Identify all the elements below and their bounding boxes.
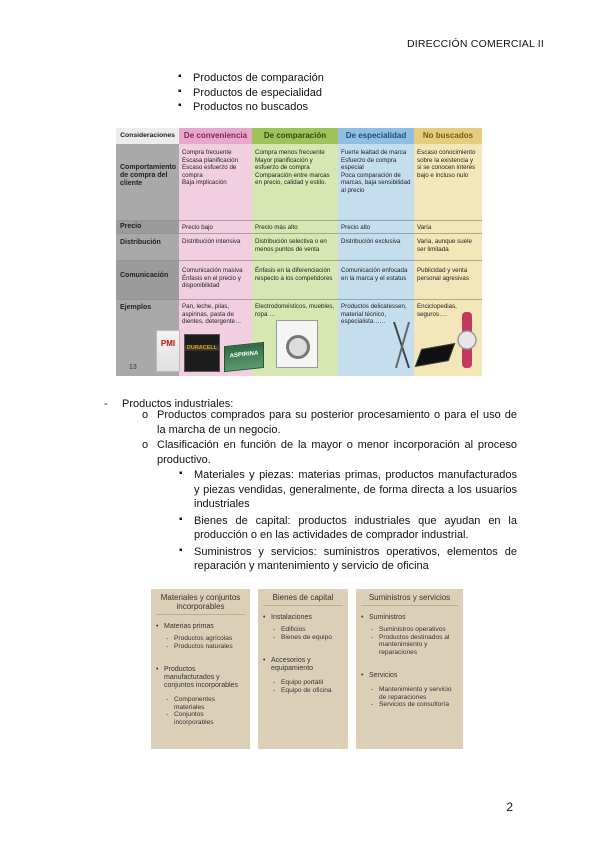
table-cell: Comunicación enfocada en la marca y el estatus [341, 267, 408, 282]
table-cell: Enciclopedias, seguros…. [417, 303, 457, 318]
row-label-comportamiento: Comportamiento de compra del cliente [120, 164, 176, 187]
group-item: - Componentes materiales [156, 696, 245, 711]
table-cell: Varía [417, 224, 432, 231]
box-title: Bienes de capital [263, 593, 343, 606]
group-item: - Bienes de equipo [263, 634, 343, 642]
box-title: Suministros y servicios [361, 593, 458, 606]
group-name: • Suministros [361, 614, 458, 622]
battery-pack-image [184, 334, 220, 372]
washing-machine-image [276, 320, 318, 368]
table-cell: Fuerte lealtad de marca Esfuerzo de compra especial Poca comparación de marcas, baja sensibilidad al precio [341, 149, 411, 194]
row-label-ejemplos: Ejemplos [120, 304, 152, 311]
sub-item: Productos comprados para su posterior procesamiento o para el uso de la marcha de un negocio. [157, 409, 517, 436]
product-label: PMI [160, 339, 176, 348]
page-number: 2 [506, 800, 513, 814]
row-label-comunicacion: Comunicación [120, 272, 169, 279]
group-item: - Servicios de consultoría [361, 701, 458, 709]
group-name: • Materias primas [156, 623, 245, 631]
milk-carton-image [156, 330, 180, 372]
slide-number: 13 [129, 364, 137, 371]
watch-image [456, 312, 478, 368]
list-item: ▪ Productos no buscados [176, 100, 324, 115]
box-suministros [356, 589, 463, 749]
table-cell: Escaso conocimiento sobre la existencia y si se conocen interés bajo e incluso nulo [417, 149, 476, 179]
header-conveniencia: De conveniencia [179, 128, 252, 144]
group-item: - Edificios [263, 626, 343, 634]
group-name: • Productos manufacturados y conjuntos incorporables [156, 666, 245, 690]
table-cell: Compra menos frecuente Mayor planificación y esfuerzo de compra Comparación entre marcas en precio, calidad y estilo. [255, 149, 330, 187]
aspirin-box-image [224, 342, 264, 372]
table-cell: Distribución selectiva o en menos puntos de venta [255, 238, 327, 253]
table-cell: Electrodomésticos, muebles, ropa … [255, 303, 335, 318]
industrial-category-list [177, 468, 517, 574]
table-cell: Compra frecuente Escasa planificación Escaso esfuerzo de compra Baja implicación [182, 149, 239, 187]
list-item: ▪ Productos de comparación [176, 71, 324, 86]
table-cell: Énfasis en la diferenciación respecto a los competidores [255, 267, 333, 282]
ski-poles-image [391, 320, 413, 370]
table-cell: Varía, aunque suele ser limitada [417, 238, 472, 253]
group-item: - Productos destinados al mantenimiento y reparaciones [361, 634, 458, 657]
group-item: - Conjuntos incorporables [156, 711, 245, 726]
product-label: ASPIRINA [229, 350, 259, 360]
group-item: - Productos agrícolas [156, 635, 245, 643]
industrial-products-diagram [151, 589, 463, 749]
group-item: - Equipo portátil [263, 679, 343, 687]
table-cell: Precio bajo [182, 224, 213, 231]
table-cell: Productos delicatessen, material técnico, especialista…… [341, 303, 407, 326]
table-cell: Precio más alto [255, 224, 298, 231]
header-no-buscados: No buscados [414, 128, 482, 144]
group-name: • Instalaciones [263, 614, 343, 622]
product-type-list [176, 71, 324, 115]
table-cell: Precio alto [341, 224, 371, 231]
list-item: ▪ Productos de especialidad [176, 86, 324, 101]
group-item: - Equipo de oficina [263, 687, 343, 695]
group-name: • Servicios [361, 672, 458, 680]
box-title: Materiales y conjuntos incorporables [156, 593, 245, 615]
consumer-products-table [116, 128, 482, 376]
row-label-distribucion: Distribución [120, 239, 161, 246]
corner-header: Consideraciones [116, 128, 179, 144]
box-materiales [151, 589, 250, 749]
table-cell: Distribución intensiva [182, 238, 241, 245]
sub-list: o Productos comprados para su posterior procesamiento o para el uso de la marcha de un negocio. o Clasificación en función de la mayor o menor incorporación al proceso productivo. [142, 409, 517, 466]
running-header: DIRECCIÓN COMERCIAL II [406, 38, 544, 50]
table-cell: Distribución exclusiva [341, 238, 401, 245]
box-bienes-capital [258, 589, 348, 749]
row-label-precio: Precio [120, 223, 142, 230]
group-item: - Mantenimiento y servicio de reparaciones [361, 686, 458, 701]
list-item: ▪ Materiales y piezas: materias primas, productos manufacturados y piezas vendidas, generalmente, de forma directa a los usuarios industriales [177, 468, 517, 512]
table-cell: Comunicación masiva Énfasis en el precio y disponibilidad [182, 267, 243, 290]
list-item: ▪ Bienes de capital: productos industriales que ayudan en la producción o en las actividades de comprador industrial. [177, 514, 517, 543]
dash-item: Productos industriales: [122, 398, 234, 410]
table-cell: Publicidad y venta personal agresivas [417, 267, 469, 282]
group-item: - Productos naturales [156, 643, 245, 651]
product-label: DURACELL [186, 345, 218, 351]
list-item: ▪ Suministros y servicios: suministros operativos, elementos de reparación y mantenimiento y servicio de oficina [177, 545, 517, 574]
table-cell: Pan, leche, pilas, aspirinas, pasta de dientes, detergente… [182, 303, 242, 326]
header-comparacion: De comparación [252, 128, 338, 144]
group-item: - Suministros operativos [361, 626, 458, 634]
header-especialidad: De especialidad [338, 128, 414, 144]
sub-item: Clasificación en función de la mayor o menor incorporación al proceso productivo. [157, 439, 517, 466]
group-name: • Accesorios y equipamiento [263, 657, 343, 673]
